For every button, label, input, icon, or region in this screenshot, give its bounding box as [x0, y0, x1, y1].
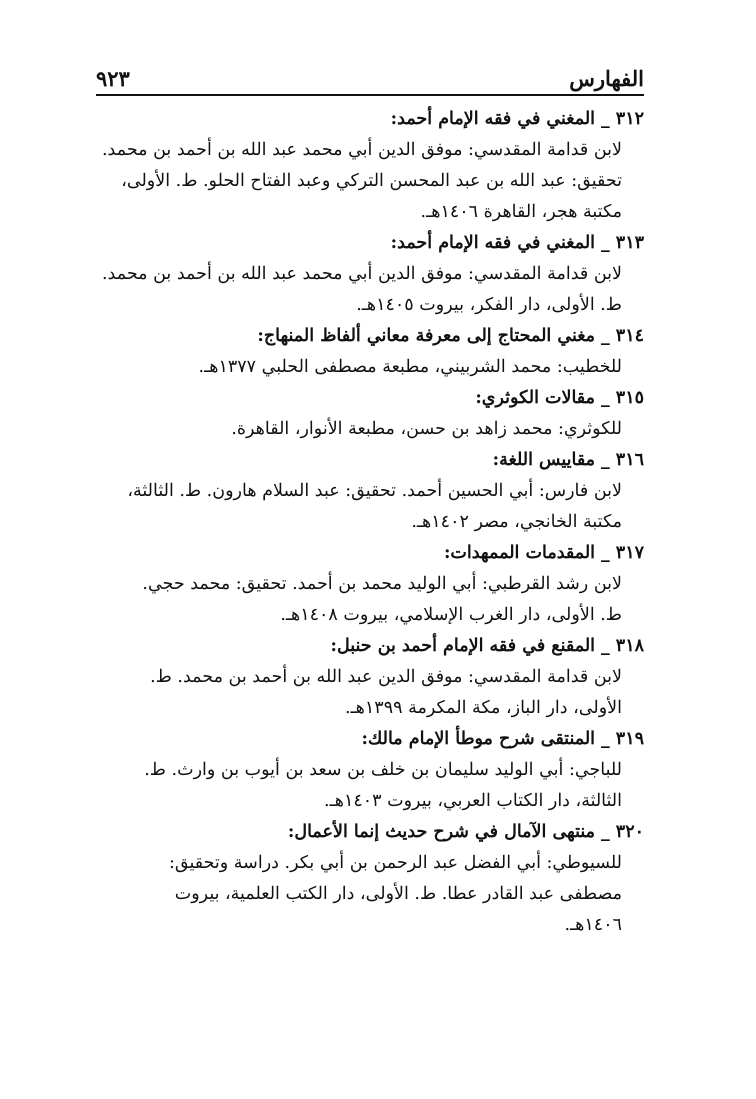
- entry-number: ٣٢٠: [615, 822, 644, 842]
- entry-number: ٣١٥: [615, 388, 644, 408]
- document-page: [96, 56, 644, 941]
- entry-number: ٣١٤: [615, 326, 644, 346]
- entry-dash: _: [601, 543, 610, 563]
- entry-heading: [96, 445, 644, 476]
- entry-text-line: للباجي: أبي الوليد سليمان بن خلف بن سعد بن أيوب بن وارث. ط.: [144, 760, 622, 780]
- entry-text-line: ط. الأولى، دار الغرب الإسلامي، بيروت ١٤٠٨هـ.: [280, 605, 622, 625]
- entry-text-line: ط. الأولى، دار الفكر، بيروت ١٤٠٥هـ.: [356, 295, 622, 315]
- entry-heading: [96, 724, 644, 755]
- entry-heading: [96, 321, 644, 352]
- entry-text-line: ١٤٠٦هـ.: [564, 915, 622, 935]
- entry-text-line: للسيوطي: أبي الفضل عبد الرحمن بن أبي بكر. دراسة وتحقيق:: [168, 853, 622, 873]
- entry-text-line: لابن قدامة المقدسي: موفق الدين عبد الله بن أحمد بن محمد. ط.: [150, 667, 622, 687]
- page-header: [96, 56, 644, 96]
- entry-heading: [96, 228, 644, 259]
- entry-dash: _: [601, 326, 610, 346]
- entry-dash: _: [601, 636, 610, 656]
- entry-number: ٣١٢: [615, 109, 644, 129]
- entry-dash: _: [601, 822, 610, 842]
- index-entry: [96, 538, 644, 631]
- entry-text-line: مكتبة الخانجي، مصر ١٤٠٢هـ.: [411, 512, 622, 532]
- entry-text-line: مصطفى عبد القادر عطا. ط. الأولى، دار الكتب العلمية، بيروت: [174, 884, 622, 904]
- index-entry: [96, 817, 644, 941]
- entry-dash: _: [601, 233, 610, 253]
- entry-heading: [96, 104, 644, 135]
- entry-title: مقاييس اللغة:: [492, 450, 596, 470]
- entry-text-line: للكوثري: محمد زاهد بن حسن، مطبعة الأنوار، القاهرة.: [231, 419, 622, 439]
- entry-heading: [96, 631, 644, 662]
- index-entry: [96, 445, 644, 538]
- index-entry: [96, 104, 644, 228]
- entry-number: ٣١٧: [615, 543, 644, 563]
- entry-text-line: مكتبة هجر، القاهرة ١٤٠٦هـ.: [420, 202, 622, 222]
- entry-text-line: للخطيب: محمد الشربيني، مطبعة مصطفى الحلبي ١٣٧٧هـ.: [198, 357, 622, 377]
- entry-text-line: لابن رشد القرطبي: أبي الوليد محمد بن أحمد. تحقيق: محمد حجي.: [142, 574, 622, 594]
- entry-heading: [96, 817, 644, 848]
- entry-number: ٣١٦: [615, 450, 644, 470]
- entry-heading: [96, 538, 644, 569]
- entry-title: منتهى الآمال في شرح حديث إنما الأعمال:: [287, 822, 596, 842]
- entry-title: المنتقى شرح موطأ الإمام مالك:: [361, 729, 596, 749]
- entry-dash: _: [601, 729, 610, 749]
- entry-title: مغني المحتاج إلى معرفة معاني ألفاظ المنهاج:: [257, 326, 596, 346]
- entry-text-line: لابن قدامة المقدسي: موفق الدين أبي محمد عبد الله بن أحمد بن محمد.: [101, 264, 622, 284]
- entry-number: ٣١٨: [615, 636, 644, 656]
- entry-title: المغني في فقه الإمام أحمد:: [390, 109, 596, 129]
- entry-dash: _: [601, 450, 610, 470]
- entry-heading: [96, 383, 644, 414]
- entry-number: ٣١٩: [615, 729, 644, 749]
- entry-dash: _: [601, 388, 610, 408]
- entry-text-line: الثالثة، دار الكتاب العربي، بيروت ١٤٠٣هـ.: [324, 791, 622, 811]
- entry-title: المغني في فقه الإمام أحمد:: [390, 233, 596, 253]
- entry-title: المقنع في فقه الإمام أحمد بن حنبل:: [330, 636, 596, 656]
- entry-dash: _: [601, 109, 610, 129]
- entry-number: ٣١٣: [615, 233, 644, 253]
- entry-text-line: تحقيق: عبد الله بن عبد المحسن التركي وعبد الفتاح الحلو. ط. الأولى،: [121, 171, 622, 191]
- entry-text-line: لابن قدامة المقدسي: موفق الدين أبي محمد عبد الله بن أحمد بن محمد.: [101, 140, 622, 160]
- entry-title: المقدمات الممهدات:: [443, 543, 596, 563]
- index-entry: [96, 631, 644, 724]
- entry-text-line: الأولى، دار الباز، مكة المكرمة ١٣٩٩هـ.: [344, 698, 622, 718]
- entry-title: مقالات الكوثري:: [475, 388, 596, 408]
- page-number: ٩٢٣: [96, 66, 130, 91]
- index-entry: [96, 383, 644, 445]
- index-entry: [96, 228, 644, 321]
- index-entry: [96, 321, 644, 383]
- running-title: الفهارس: [569, 66, 644, 91]
- index-entry: [96, 724, 644, 817]
- entry-text-line: لابن فارس: أبي الحسين أحمد. تحقيق: عبد السلام هارون. ط. الثالثة،: [127, 481, 622, 501]
- index-entries: [96, 104, 644, 941]
